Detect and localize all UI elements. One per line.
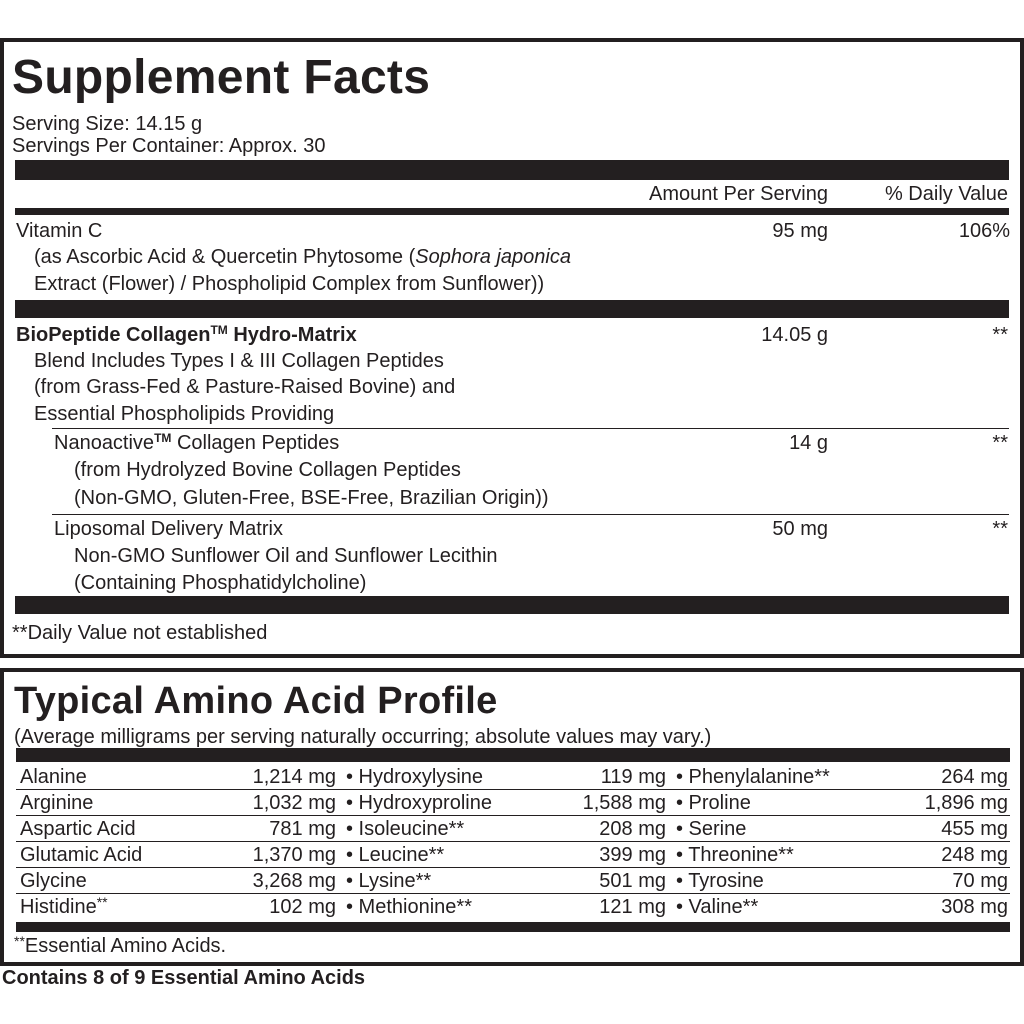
amino-acid-value: 781 mg [269,818,336,840]
amino-acid-value: 208 mg [599,818,666,840]
medium-divider [15,208,1009,215]
amino-acid-name: • Threonine** [676,844,794,866]
table-row [16,816,1010,842]
amino-acid-value: 264 mg [941,766,1008,788]
amino-acid-value: 308 mg [941,896,1008,918]
amino-acid-name: • Valine** [676,896,759,918]
supplement-facts-title: Supplement Facts [12,51,431,104]
amino-acid-value: 121 mg [599,896,666,918]
biopeptide-line-2: (from Grass-Fed & Pasture-Raised Bovine) and [34,376,456,398]
servings-per-container: Servings Per Container: Approx. 30 [12,135,326,157]
amino-acid-value: 1,214 mg [252,766,336,788]
nanoactive-line-2: (Non-GMO, Gluten-Free, BSE-Free, Brazilian Origin)) [74,487,549,509]
thick-divider [16,922,1010,932]
amino-acid-value: 1,896 mg [924,792,1008,814]
biopeptide-line-1: Blend Includes Types I & III Collagen Peptides [34,350,444,372]
amino-acid-value: 455 mg [941,818,1008,840]
thin-divider [52,514,1009,515]
thick-divider [15,300,1009,318]
amino-acid-value: 1,588 mg [582,792,666,814]
amino-acid-name: • Serine [676,818,747,840]
header-daily-value: % Daily Value [884,183,1008,205]
amino-profile-subtitle: (Average milligrams per serving naturally occurring; absolute values may vary.) [14,726,712,748]
amino-acid-name: Glycine [20,870,87,892]
amino-acid-name: • Hydroxyproline [346,792,492,814]
biopeptide-daily-value: ** [992,324,1008,346]
vitamin-c-daily-value: 106% [958,220,1010,242]
amino-acid-name: Alanine [20,766,87,788]
liposomal-line-2: (Containing Phosphatidylcholine) [74,572,367,594]
amino-acid-name: Arginine [20,792,94,814]
amino-acid-value: 119 mg [600,766,666,788]
nanoactive-amount: 14 g [789,432,828,454]
amino-acid-name: • Tyrosine [676,870,764,892]
amino-acid-profile-panel [0,668,1024,966]
amino-acid-name: • Phenylalanine** [676,766,830,788]
daily-value-footnote: **Daily Value not established [12,622,268,644]
vitamin-c-detail-2: Extract (Flower) / Phospholipid Complex from Sunflower)) [34,273,545,295]
amino-acid-name: • Lysine** [346,870,432,892]
amino-acid-name: Histidine** [20,894,108,918]
amino-acid-name: • Leucine** [346,844,445,866]
amino-acid-name: • Isoleucine** [346,818,465,840]
table-row [16,764,1010,790]
biopeptide-line-3: Essential Phospholipids Providing [34,403,335,425]
amino-acid-name: • Hydroxylysine [346,766,484,788]
biopeptide-name: BioPeptide Collagen™ Hydro-Matrix [16,323,357,346]
biopeptide-amount: 14.05 g [761,324,828,346]
amino-acid-value: 102 mg [269,896,336,918]
liposomal-amount: 50 mg [772,518,828,540]
table-row [16,868,1010,894]
table-row [16,894,1010,920]
amino-acid-value: 501 mg [599,870,666,892]
nanoactive-line-1: (from Hydrolyzed Bovine Collagen Peptides [74,459,461,481]
amino-acid-value: 1,370 mg [252,844,336,866]
amino-acid-name: • Proline [676,792,751,814]
liposomal-line-1: Non-GMO Sunflower Oil and Sunflower Lecithin [74,545,498,567]
amino-acid-value: 70 mg [952,870,1008,892]
amino-acid-value: 399 mg [599,844,666,866]
amino-acid-name: Aspartic Acid [20,818,136,840]
liposomal-name: Liposomal Delivery Matrix [54,518,283,540]
nanoactive-name: Nanoactive™ Collagen Peptides [54,431,340,454]
thick-divider [16,748,1010,762]
vitamin-c-amount: 95 mg [772,220,828,242]
table-row [16,842,1010,868]
vitamin-c-detail-1: (as Ascorbic Acid & Quercetin Phytosome (Sophora japonica [34,246,571,268]
amino-acid-value: 1,032 mg [252,792,336,814]
table-row [16,790,1010,816]
nanoactive-daily-value: ** [992,432,1008,454]
essential-amino-footnote: **Essential Amino Acids. [14,933,227,957]
amino-acid-value: 3,268 mg [252,870,336,892]
amino-acid-value: 248 mg [941,844,1008,866]
essential-amino-acids-note: Contains 8 of 9 Essential Amino Acids [2,967,366,989]
thin-divider [52,428,1009,429]
header-amount-per-serving: Amount Per Serving [649,183,828,205]
thick-divider [15,160,1009,180]
serving-size: Serving Size: 14.15 g [12,113,203,135]
liposomal-daily-value: ** [992,518,1008,540]
amino-acid-name: • Methionine** [346,896,472,918]
thick-divider [15,596,1009,614]
amino-acid-name: Glutamic Acid [20,844,143,866]
vitamin-c-name: Vitamin C [16,220,103,242]
amino-profile-title: Typical Amino Acid Profile [14,680,498,722]
supplement-facts-panel [0,38,1024,658]
